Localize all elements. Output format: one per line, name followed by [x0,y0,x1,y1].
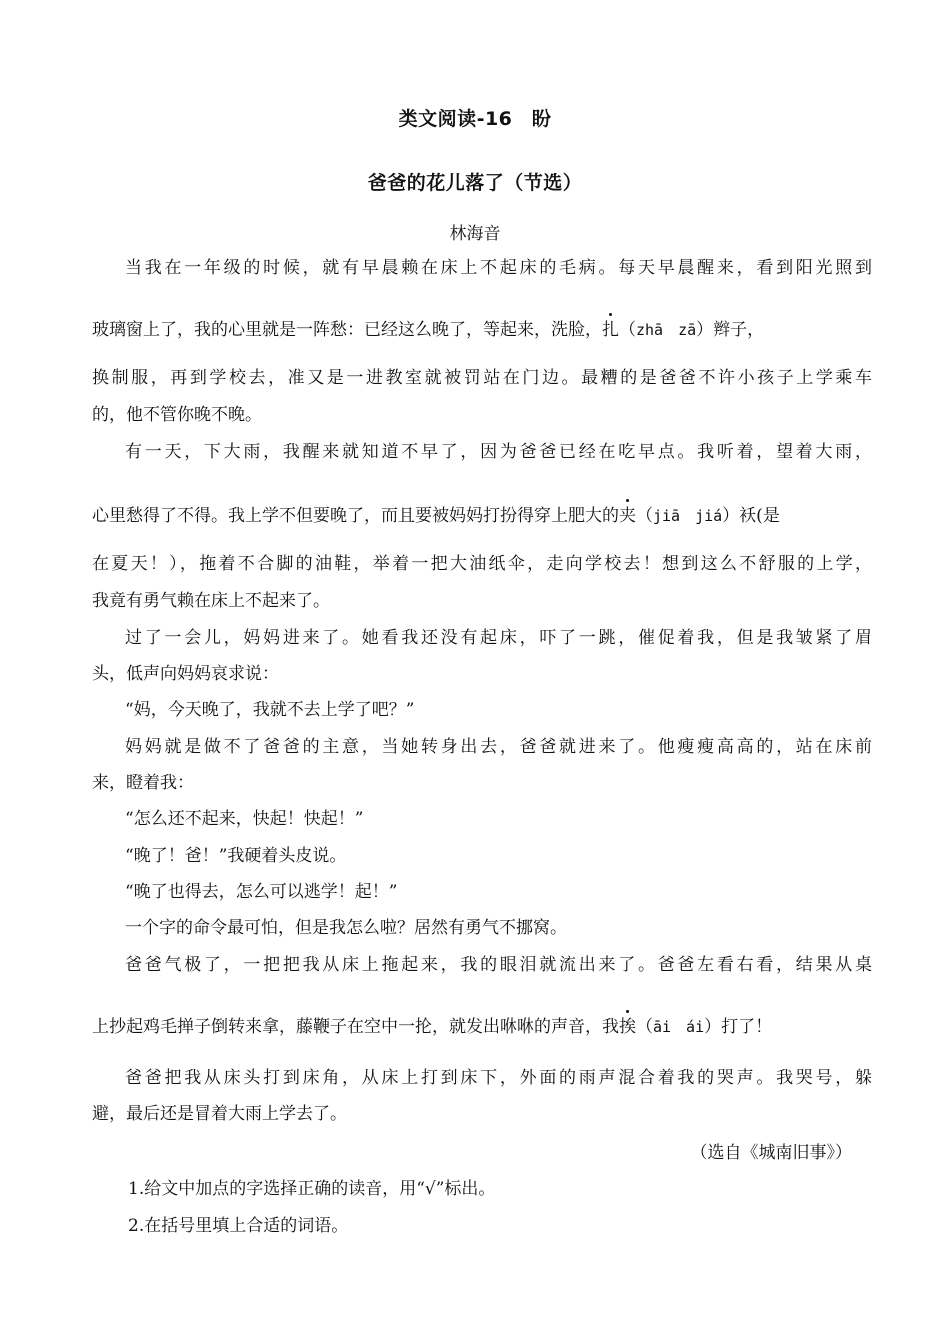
dotted-char-jia: 夹 [619,506,636,526]
dotted-char-ai: 挨 [619,1017,636,1037]
paragraph-3-line-2: 头，低声向妈妈哀求说： [92,664,279,684]
author: 林海音 [449,224,501,244]
series-title: 类文阅读-16 盼 [398,108,552,130]
pinyin-options: zhā zā [636,321,697,339]
paragraph-1-line-1: 当我在一年级的时候，就有早晨赖在床上不起床的毛病。每天早晨醒来，看到阳光照到 [125,258,872,278]
paragraph-6: “怎么还不起来，快起！快起！” [125,809,364,829]
paragraph-2-line-2: 心里愁得了不得。我上学不但要晚了，而且要被妈妈打扮得穿上肥大的夹（jiā jiá）袄(是 [92,506,780,526]
question-1: 1.给文中加点的字选择正确的读音，用“√”标出。 [128,1179,496,1199]
paragraph-11-line-1: 爸爸把我从床头打到床角，从床上打到床下，外面的雨声混合着我的哭声。我哭号，躲 [125,1068,872,1088]
paragraph-1-line-3: 换制服，再到学校去，准又是一进教室就被罚站在门边。最糟的是爸爸不许小孩子上学乘车 [92,368,872,388]
paragraph-2-line-1: 有一天，下大雨，我醒来就知道不早了，因为爸爸已经在吃早点。我听着，望着大雨， [125,442,872,462]
pinyin-options: āi ái [653,1018,705,1036]
paragraph-2-line-3: 在夏天！），拖着不合脚的油鞋，举着一把大油纸伞，走向学校去！想到这么不舒服的上学， [92,554,872,574]
paragraph-5-line-1: 妈妈就是做不了爸爸的主意，当她转身出去，爸爸就进来了。他瘦瘦高高的，站在床前 [125,737,872,757]
paragraph-1-line-4: 的，他不管你晚不晚。 [92,405,262,425]
paragraph-10-line-1: 爸爸气极了，一把把我从床上拖起来，我的眼泪就流出来了。爸爸左看右看，结果从桌 [125,955,872,975]
paragraph-3-line-1: 过了一会儿，妈妈进来了。她看我还没有起床，吓了一跳，催促着我，但是我皱紧了眉 [125,628,872,648]
dotted-char-zha: 扎 [602,320,619,340]
source-citation: （选自《城南旧事》） [690,1143,852,1163]
paragraph-7: “晚了！爸！”我硬着头皮说。 [125,846,347,866]
pinyin-options: jiā jiá [653,507,723,525]
paragraph-9: 一个字的命令最可怕，但是我怎么啦？居然有勇气不挪窝。 [125,918,567,938]
paragraph-8: “晚了也得去，怎么可以逃学！起！” [125,882,398,902]
paragraph-1-line-2: 玻璃窗上了，我的心里就是一阵愁：已经这么晚了，等起来，洗脸，扎（zhā zā）辫子， [92,320,765,340]
paragraph-5-line-2: 来，瞪着我： [92,773,194,793]
paragraph-4: “妈，今天晚了，我就不去上学了吧？” [125,700,415,720]
paragraph-10-line-2: 上抄起鸡毛掸子倒转来拿，藤鞭子在空中一抡，就发出咻咻的声音，我挨（āi ái）打了！ [92,1017,773,1037]
paragraph-11-line-2: 避，最后还是冒着大雨上学去了。 [92,1104,347,1124]
question-2: 2.在括号里填上合适的词语。 [128,1216,349,1236]
article-title: 爸爸的花儿落了（节选） [367,172,583,194]
paragraph-2-line-4: 我竟有勇气赖在床上不起来了。 [92,591,330,611]
